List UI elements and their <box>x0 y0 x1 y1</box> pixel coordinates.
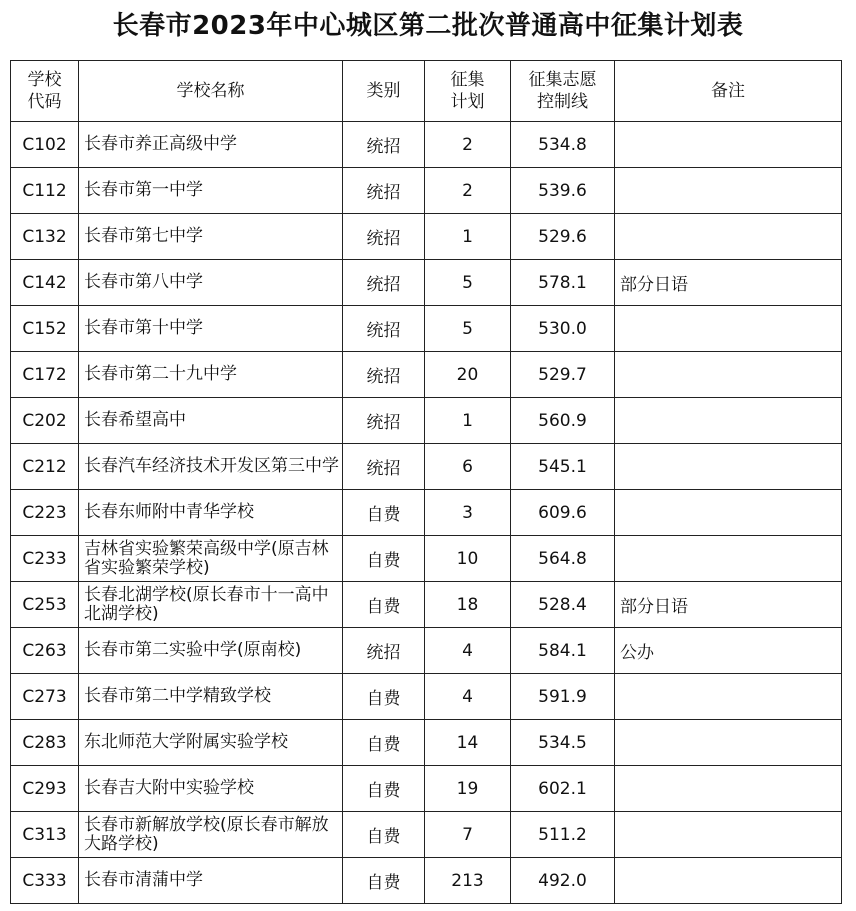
cell-control-line: 591.9 <box>511 674 615 720</box>
cell-school-code: C112 <box>11 168 79 214</box>
page-title: 长春市2023年中心城区第二批次普通高中征集计划表 <box>112 11 744 41</box>
header-plan-count-line2: 计划 <box>450 92 485 112</box>
cell-school-code: C233 <box>11 536 79 582</box>
cell-control-line: 564.8 <box>511 536 615 582</box>
cell-school-name: 长春希望高中 <box>79 398 343 444</box>
cell-remarks <box>615 490 842 536</box>
cell-category: 自费 <box>343 536 425 582</box>
cell-school-name: 长春市第二实验中学(原南校) <box>79 628 343 674</box>
cell-remarks <box>615 720 842 766</box>
header-control-line-line2: 控制线 <box>537 92 588 112</box>
cell-plan-count: 2 <box>425 168 511 214</box>
cell-plan-count: 1 <box>425 214 511 260</box>
cell-school-code: C172 <box>11 352 79 398</box>
cell-control-line: 539.6 <box>511 168 615 214</box>
header-category <box>343 61 425 122</box>
cell-remarks <box>615 812 842 858</box>
cell-school-code: C263 <box>11 628 79 674</box>
cell-school-name: 长春北湖学校(原长春市十一高中北湖学校) <box>79 582 343 628</box>
cell-category: 统招 <box>343 398 425 444</box>
cell-category: 自费 <box>343 582 425 628</box>
cell-school-name: 长春市第八中学 <box>79 260 343 306</box>
table-row <box>11 214 842 260</box>
cell-category: 自费 <box>343 812 425 858</box>
header-school-code-line1: 学校 <box>27 70 62 90</box>
table-row <box>11 352 842 398</box>
header-control-line <box>511 61 615 122</box>
table-row <box>11 858 842 904</box>
cell-remarks: 公办 <box>615 628 842 674</box>
cell-plan-count: 2 <box>425 122 511 168</box>
cell-plan-count: 6 <box>425 444 511 490</box>
cell-plan-count: 18 <box>425 582 511 628</box>
table-header <box>11 61 842 122</box>
cell-control-line: 560.9 <box>511 398 615 444</box>
table-row <box>11 260 842 306</box>
cell-control-line: 530.0 <box>511 306 615 352</box>
cell-school-name: 长春市第二十九中学 <box>79 352 343 398</box>
table-row <box>11 536 842 582</box>
cell-school-code: C273 <box>11 674 79 720</box>
cell-school-code: C152 <box>11 306 79 352</box>
cell-school-name: 长春市第七中学 <box>79 214 343 260</box>
cell-school-code: C283 <box>11 720 79 766</box>
table-row <box>11 674 842 720</box>
cell-remarks <box>615 214 842 260</box>
header-school-code <box>11 61 79 122</box>
cell-school-code: C132 <box>11 214 79 260</box>
cell-school-code: C253 <box>11 582 79 628</box>
cell-school-name: 长春市新解放学校(原长春市解放大路学校) <box>79 812 343 858</box>
cell-school-name: 吉林省实验繁荣高级中学(原吉林省实验繁荣学校) <box>79 536 343 582</box>
cell-plan-count: 4 <box>425 628 511 674</box>
cell-control-line: 528.4 <box>511 582 615 628</box>
cell-control-line: 545.1 <box>511 444 615 490</box>
table-row <box>11 628 842 674</box>
cell-category: 统招 <box>343 352 425 398</box>
cell-category: 统招 <box>343 122 425 168</box>
cell-category: 自费 <box>343 490 425 536</box>
cell-control-line: 609.6 <box>511 490 615 536</box>
cell-control-line: 534.8 <box>511 122 615 168</box>
cell-remarks <box>615 766 842 812</box>
cell-remarks <box>615 674 842 720</box>
cell-school-code: C313 <box>11 812 79 858</box>
table-row <box>11 812 842 858</box>
cell-control-line: 602.1 <box>511 766 615 812</box>
cell-control-line: 529.6 <box>511 214 615 260</box>
table-row <box>11 490 842 536</box>
cell-category: 自费 <box>343 858 425 904</box>
cell-control-line: 584.1 <box>511 628 615 674</box>
cell-plan-count: 5 <box>425 306 511 352</box>
cell-plan-count: 10 <box>425 536 511 582</box>
header-plan-count <box>425 61 511 122</box>
cell-school-name: 长春市第一中学 <box>79 168 343 214</box>
table-row <box>11 766 842 812</box>
cell-plan-count: 4 <box>425 674 511 720</box>
cell-category: 自费 <box>343 720 425 766</box>
table-row <box>11 306 842 352</box>
cell-category: 统招 <box>343 306 425 352</box>
cell-control-line: 529.7 <box>511 352 615 398</box>
cell-plan-count: 1 <box>425 398 511 444</box>
cell-category: 统招 <box>343 444 425 490</box>
header-remarks <box>615 61 842 122</box>
cell-control-line: 511.2 <box>511 812 615 858</box>
enrollment-plan-table <box>10 60 842 904</box>
cell-control-line: 492.0 <box>511 858 615 904</box>
cell-school-code: C212 <box>11 444 79 490</box>
cell-remarks <box>615 168 842 214</box>
header-school-code-line2: 代码 <box>27 92 62 112</box>
cell-school-name: 东北师范大学附属实验学校 <box>79 720 343 766</box>
table-row <box>11 122 842 168</box>
table-row <box>11 168 842 214</box>
table-row <box>11 444 842 490</box>
cell-remarks <box>615 122 842 168</box>
header-control-line-line1: 征集志愿 <box>528 70 597 90</box>
cell-school-code: C142 <box>11 260 79 306</box>
cell-remarks <box>615 398 842 444</box>
cell-school-name: 长春东师附中青华学校 <box>79 490 343 536</box>
cell-category: 统招 <box>343 628 425 674</box>
cell-remarks: 部分日语 <box>615 582 842 628</box>
cell-school-code: C223 <box>11 490 79 536</box>
cell-remarks <box>615 352 842 398</box>
cell-school-name: 长春市第十中学 <box>79 306 343 352</box>
header-school-name <box>79 61 343 122</box>
cell-category: 统招 <box>343 168 425 214</box>
cell-plan-count: 20 <box>425 352 511 398</box>
cell-plan-count: 3 <box>425 490 511 536</box>
header-plan-count-line1: 征集 <box>450 70 485 90</box>
cell-plan-count: 213 <box>425 858 511 904</box>
cell-school-name: 长春市养正高级中学 <box>79 122 343 168</box>
cell-school-name: 长春市清蒲中学 <box>79 858 343 904</box>
header-category-label: 类别 <box>366 81 401 101</box>
header-row <box>11 61 842 122</box>
cell-remarks <box>615 444 842 490</box>
cell-plan-count: 14 <box>425 720 511 766</box>
cell-remarks <box>615 858 842 904</box>
table-row <box>11 720 842 766</box>
cell-school-name: 长春吉大附中实验学校 <box>79 766 343 812</box>
header-school-name-label: 学校名称 <box>176 81 245 101</box>
cell-remarks <box>615 536 842 582</box>
cell-category: 自费 <box>343 674 425 720</box>
cell-control-line: 578.1 <box>511 260 615 306</box>
cell-remarks <box>615 306 842 352</box>
cell-school-code: C102 <box>11 122 79 168</box>
cell-school-name: 长春汽车经济技术开发区第三中学 <box>79 444 343 490</box>
cell-remarks: 部分日语 <box>615 260 842 306</box>
table-row <box>11 582 842 628</box>
table-row <box>11 398 842 444</box>
cell-school-code: C293 <box>11 766 79 812</box>
cell-category: 统招 <box>343 214 425 260</box>
cell-school-code: C202 <box>11 398 79 444</box>
cell-plan-count: 5 <box>425 260 511 306</box>
cell-control-line: 534.5 <box>511 720 615 766</box>
cell-category: 统招 <box>343 260 425 306</box>
cell-plan-count: 19 <box>425 766 511 812</box>
table-body <box>11 122 842 904</box>
header-remarks-label: 备注 <box>711 81 745 101</box>
cell-plan-count: 7 <box>425 812 511 858</box>
cell-school-code: C333 <box>11 858 79 904</box>
cell-category: 自费 <box>343 766 425 812</box>
cell-school-name: 长春市第二中学精致学校 <box>79 674 343 720</box>
